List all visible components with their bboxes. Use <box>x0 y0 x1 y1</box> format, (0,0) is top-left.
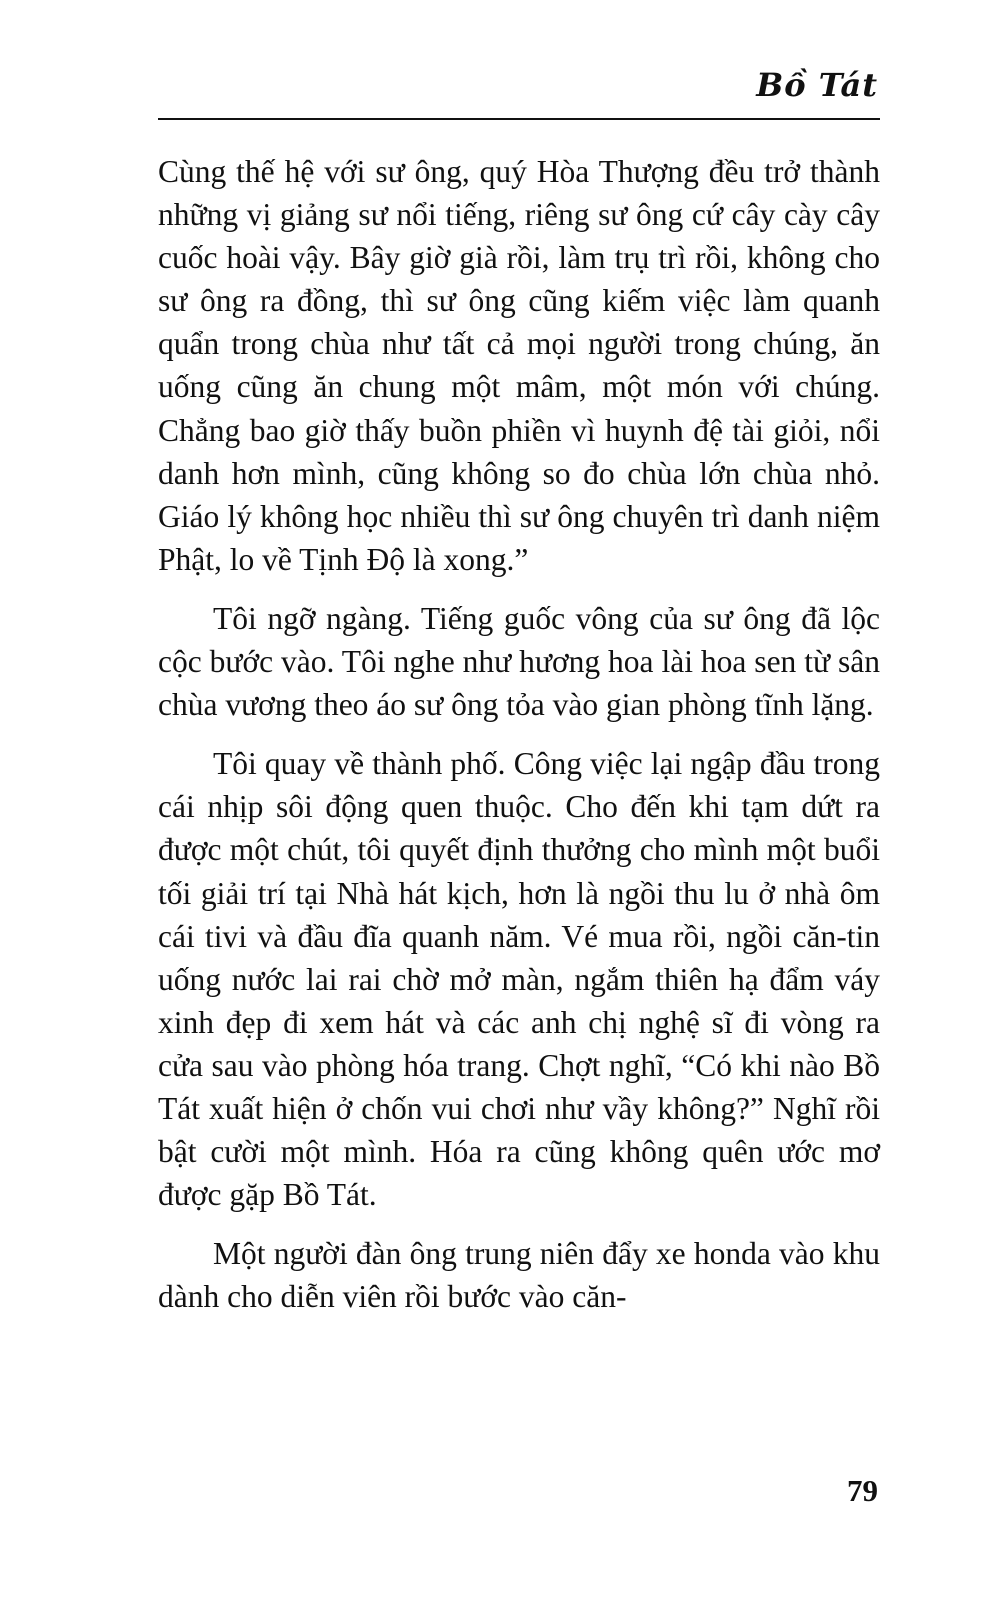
running-header-title: Bồ Tát <box>756 66 878 104</box>
header-divider <box>158 118 880 120</box>
paragraph: Tôi quay về thành phố. Công việc lại ngập đầu trong cái nhịp sôi động quen thuộc. Cho đến khi tạm dứt ra được một chút, tôi quyết định thưởng cho mình một buổi tối giải trí tại Nhà hát kịch, hơn là ngồi thu lu ở nhà ôm cái tivi và đầu đĩa quanh năm. Vé mua rồi, ngồi căn-tin uống nước lai rai chờ mở màn, ngắm thiên hạ đẩm váy xinh đẹp đi xem hát và các anh chị nghệ sĩ đi vòng ra cửa sau vào phòng hóa trang. Chợt nghĩ, “Có khi nào Bồ Tát xuất hiện ở chốn vui chơi như vầy không?” Nghĩ rồi bật cười một mình. Hóa ra cũng không quên ước mơ được gặp Bồ Tát. <box>158 746 880 1213</box>
paragraph: Một người đàn ông trung niên đẩy xe honda vào khu dành cho diễn viên rồi bước vào căn- <box>158 1236 880 1315</box>
page-number: 79 <box>847 1473 878 1508</box>
paragraph: Cùng thế hệ với sư ông, quý Hòa Thượng đều trở thành những vị giảng sư nổi tiếng, riêng sư ông cứ cây cày cây cuốc hoài vậy. Bây giờ già rồi, làm trụ trì rồi, không cho sư ông ra đồng, thì sư ông cũng kiếm việc làm quanh quẩn trong chùa như tất cả mọi người trong chúng, ăn uống cũng ăn chung một mâm, một món với chúng. Chẳng bao giờ thấy buồn phiền vì huynh đệ tài giỏi, nổi danh hơn mình, cũng không so đo chùa lớn chùa nhỏ. Giáo lý không học nhiều thì sư ông chuyên trì danh niệm Phật, lo về Tịnh Độ là xong.” <box>158 154 880 577</box>
paragraph: Tôi ngỡ ngàng. Tiếng guốc vông của sư ông đã lộc cộc bước vào. Tôi nghe như hương hoa lài hoa sen từ sân chùa vương theo áo sư ông tỏa vào gian phòng tĩnh lặng. <box>158 600 880 723</box>
page-body <box>158 150 880 1334</box>
